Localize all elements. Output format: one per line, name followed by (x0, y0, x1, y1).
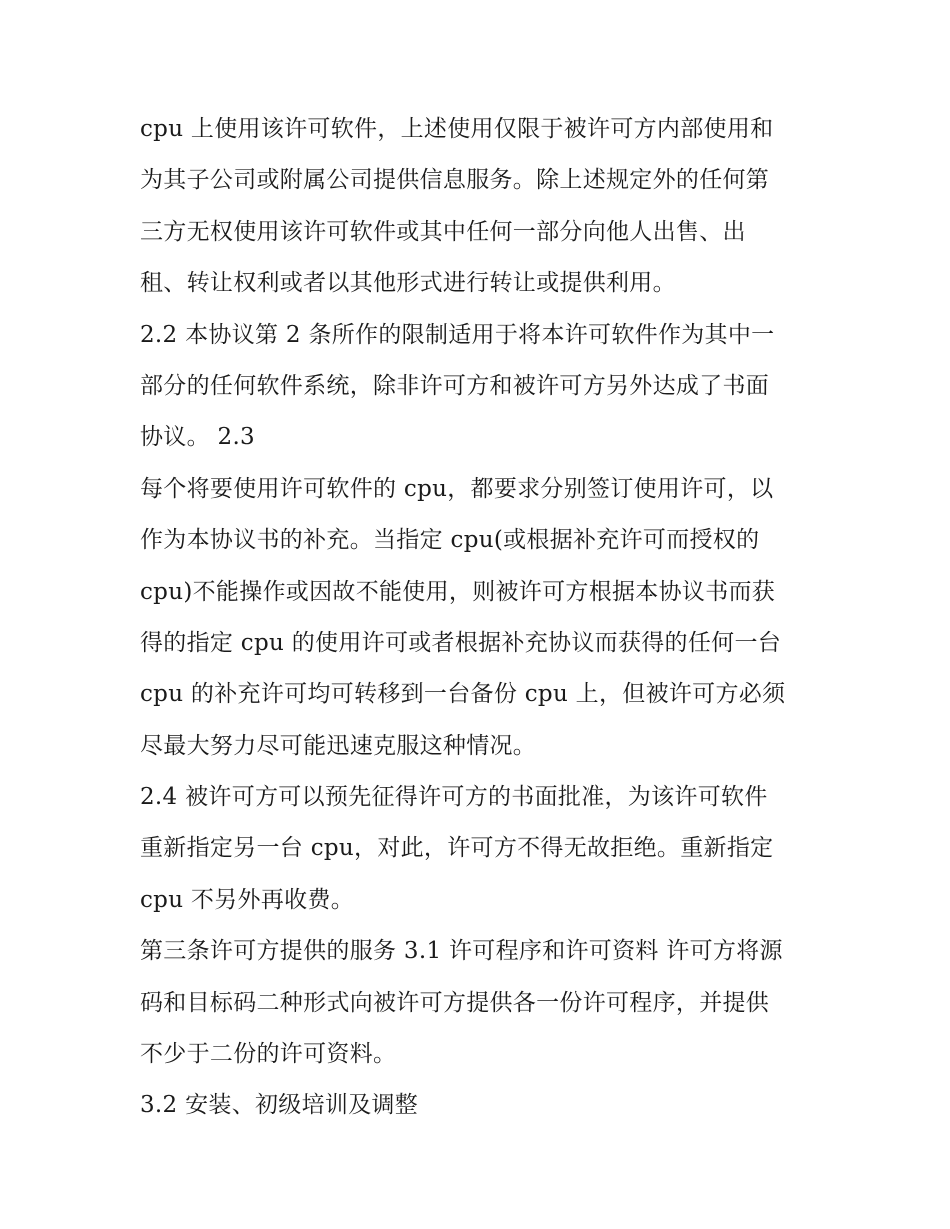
text-line: 协议。 2.3 (140, 424, 255, 451)
document-body (140, 108, 820, 1136)
text-line: cpu 的补充许可均可转移到一台备份 cpu 上，但被许可方必须 (140, 681, 786, 708)
text-line: 得的指定 cpu 的使用许可或者根据补充协议而获得的任何一台 (140, 629, 782, 656)
text-line: 码和目标码二种形式向被许可方提供各一份许可程序，并提供 (140, 989, 770, 1016)
text-line: 不少于二份的许可资料。 (140, 1041, 397, 1068)
text-line: cpu 上使用该许可软件，上述使用仅限于被许可方内部使用和 (140, 116, 774, 142)
text-line: 2.4 被许可方可以预先征得许可方的书面批准，为该许可软件 (140, 784, 768, 811)
text-line: 重新指定另一台 cpu，对此，许可方不得无故拒绝。重新指定 (140, 835, 774, 862)
text-line: 每个将要使用许可软件的 cpu，都要求分别签订使用许可，以 (140, 475, 774, 502)
text-line: cpu)不能操作或因故不能使用，则被许可方根据本协议书而获 (140, 578, 776, 605)
text-line: 第三条许可方提供的服务 3.1 许可程序和许可资料 许可方将源 (140, 938, 783, 965)
text-line: 三方无权使用该许可软件或其中任何一部分向他人出售、出 (140, 218, 746, 245)
text-line: cpu 不另外再收费。 (140, 886, 355, 913)
text-line: 作为本协议书的补充。当指定 cpu(或根据补充许可而授权的 (140, 527, 760, 554)
text-line: 2.2 本协议第 2 条所作的限制适用于将本许可软件作为其中一 (140, 321, 775, 348)
text-line: 3.2 安装、初级培训及调整 (140, 1092, 419, 1119)
text-line: 尽最大努力尽可能迅速克服这种情况。 (140, 732, 537, 759)
text-line: 租、转让权利或者以其他形式进行转让或提供利用。 (140, 270, 676, 297)
text-line: 为其子公司或附属公司提供信息服务。除上述规定外的任何第 (140, 167, 770, 194)
text-line: 部分的任何软件系统，除非许可方和被许可方另外达成了书面 (140, 372, 770, 399)
